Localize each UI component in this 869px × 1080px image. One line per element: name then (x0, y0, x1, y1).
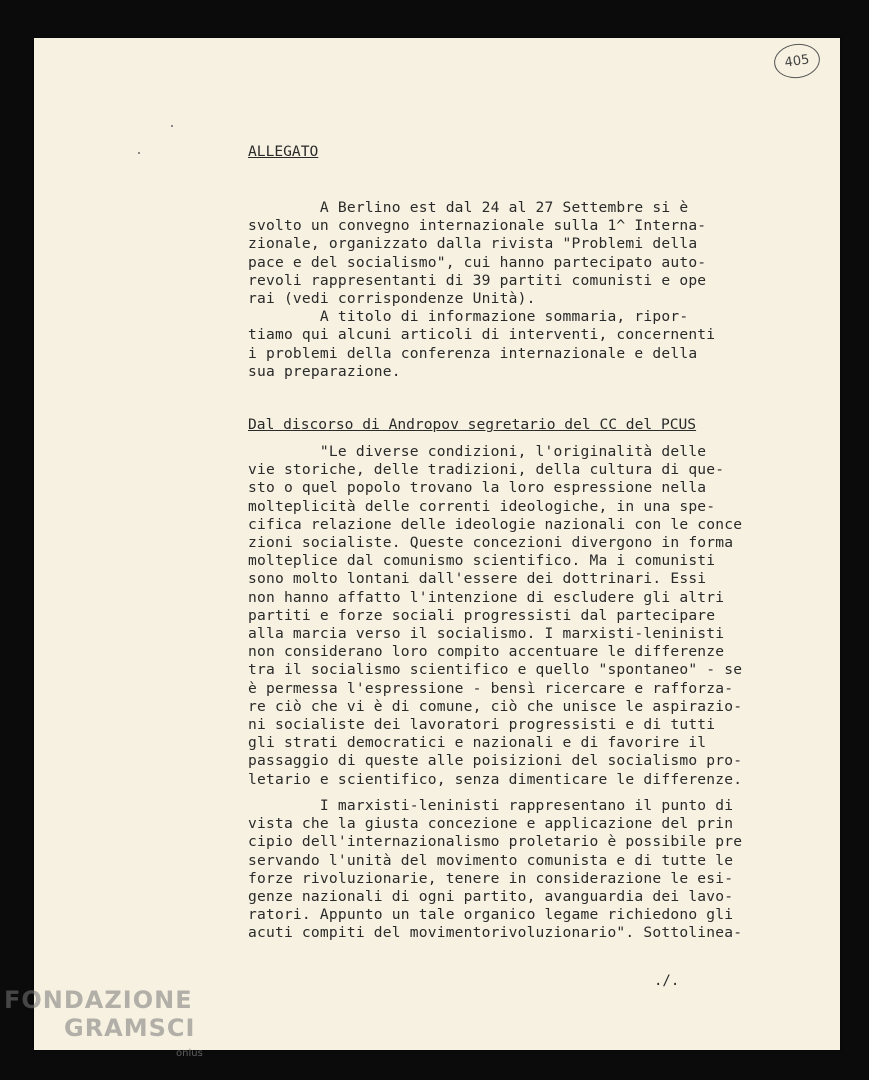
section-heading: Dal discorso di Andropov segretario del CC del PCUS (248, 416, 697, 433)
page-continuation-mark: ./. (654, 973, 680, 989)
paper-speck (138, 152, 140, 154)
paper-speck (171, 125, 173, 127)
quote-paragraph-2: I marxisti-leninisti rappresentano il punto di vista che la giusta concezione e applicazione del prin cipio dell'internazionalismo proletario è possibile pre servando l'unità del movimento comunista e di tutte le forze rivoluzionarie, tenere in considerazione le esi- genze nazionali di ogni partito, avanguardia dei lavo- ratori. Appunto un tale organico legame richiedono gli acuti compiti del movimentorivoluzionario". Sottolinea- (248, 797, 743, 942)
quote-paragraph-1: "Le diverse condizioni, l'originalità delle vie storiche, delle tradizioni, della cultura di que- sto o quel popolo trovano la loro espressione nella molteplicità delle correnti ideologiche, in una spe- cifica relazione delle ideologie nazionali con le conce zioni socialiste. Queste concezioni divergono in forma molteplice dal comunismo scientifico. Ma i comunisti sono molto lontani dall'essere dei dottrinari. Essi non hanno affatto l'intenzione di escludere gli altri partiti e forze sociali progressisti dal partecipare alla marcia verso il socialismo. I marxisti-leninisti non considerano loro compito accentuare le differenze tra il socialismo scientifico e quello "spontaneo" - se è permessa l'espressione - bensì ricercare e rafforza- re ciò che vi è di comune, ciò che unisce le aspirazio- ni socialiste dei lavoratori progressisti e di tutti gli strati democratici e nazionali e di favorire il passaggio di queste alle poisizioni del socialismo pro- letario e scientifico, senza dimenticare le differenze. (248, 443, 743, 788)
archive-page-number-stamp: 405 (772, 41, 822, 81)
document-title: ALLEGATO (248, 143, 319, 160)
watermark-line-1: FONDAZIONE (4, 986, 193, 1014)
watermark-line-2: GRAMSCI (64, 1014, 196, 1042)
watermark-suffix: onlus (176, 1048, 203, 1059)
fondazione-gramsci-watermark (4, 986, 195, 1042)
intro-paragraph: A Berlino est dal 24 al 27 Settembre si è svolto un convegno internazionale sulla 1^ Interna- zionale, organizzato dalla rivista "Problemi della pace e del socialismo", cui hanno partecipato auto- revoli rappresentanti di 39 partiti comunisti e ope rai (vedi corrispondenze Unità). A titolo di informazione sommaria, ripor- tiamo qui alcuni articoli di interventi, concernenti i problemi della conferenza internazionale e della sua preparazione. (248, 199, 716, 380)
